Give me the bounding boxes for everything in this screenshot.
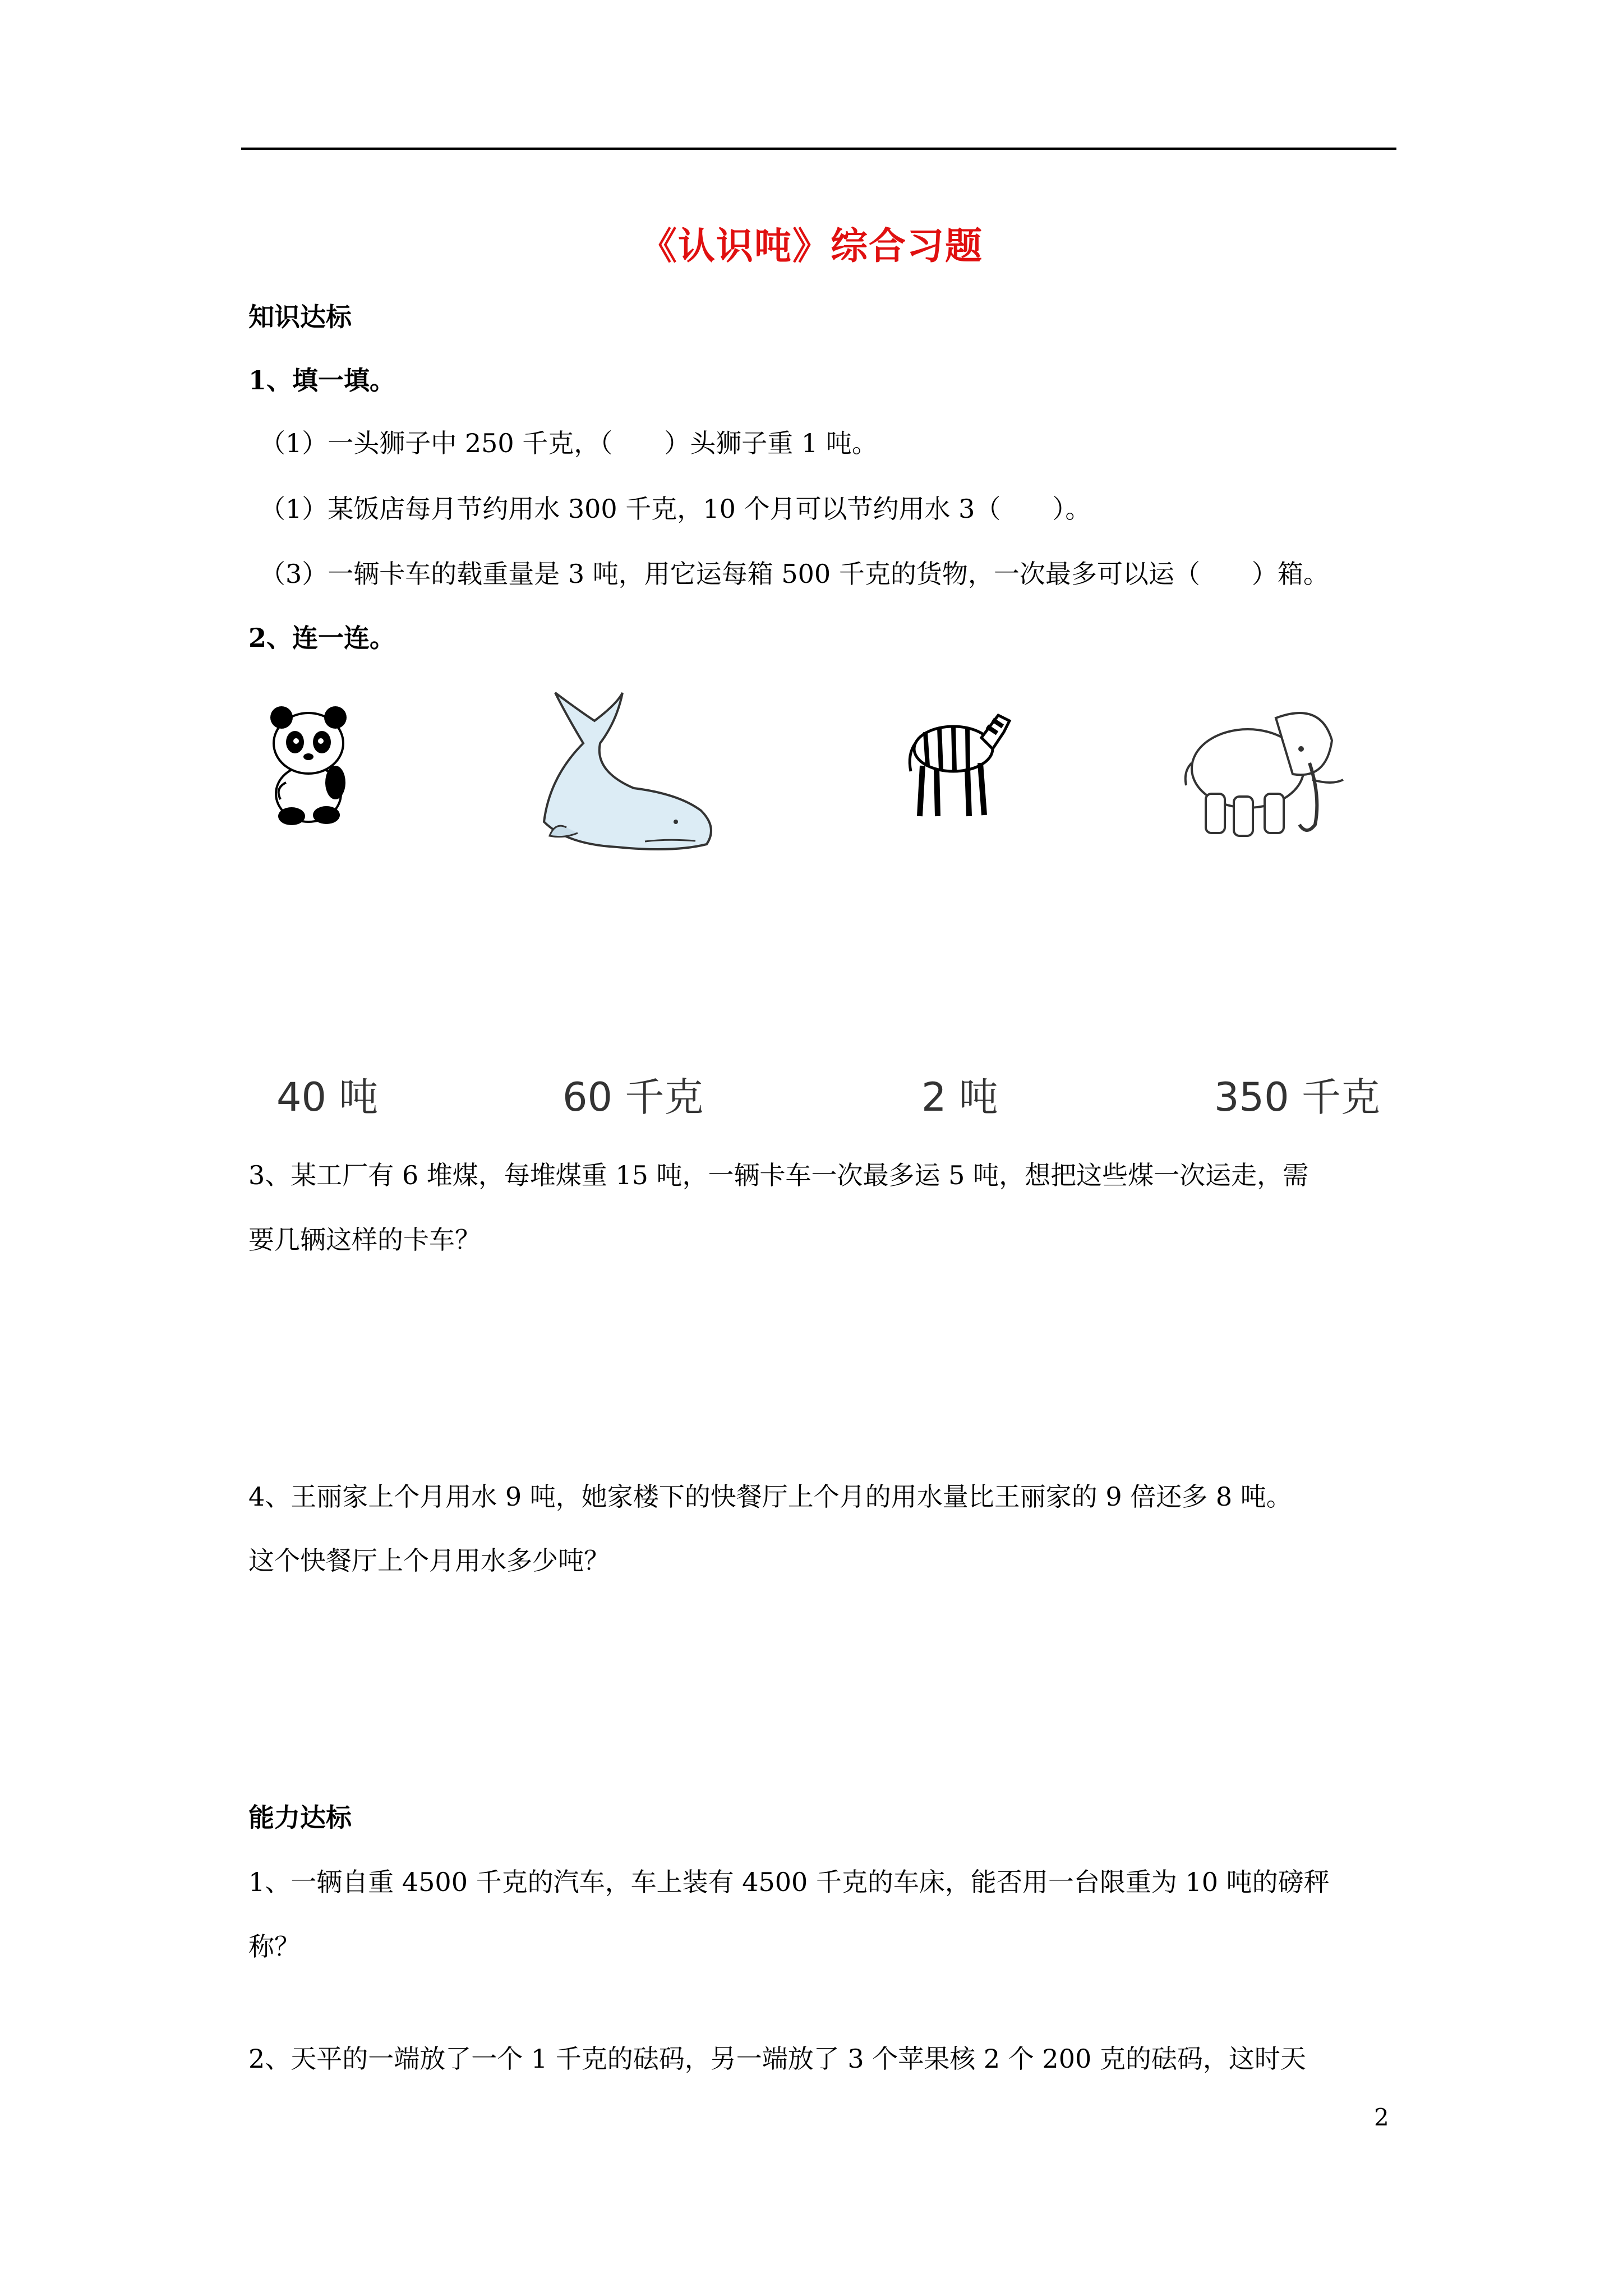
zebra-icon — [903, 698, 1015, 819]
section-heading-knowledge: 知识达标 — [248, 302, 352, 332]
question-1-item-3: （3）一辆卡车的载重量是 3 吨，用它运每箱 500 千克的货物，一次最多可以运（ ）箱。 — [260, 559, 1329, 589]
question-4-line-2: 这个快餐厅上个月用水多少吨？ — [248, 1545, 610, 1576]
whale-icon — [533, 682, 718, 855]
question-1-item-2: （1）某饭店每月节约用水 300 千克，10 个月可以节约用水 3（ ）。 — [260, 494, 1091, 524]
elephant-icon — [1181, 696, 1349, 841]
weight-label-2: 60 千克 — [562, 1074, 704, 1120]
page-title: 《认识吨》综合习题 — [640, 224, 983, 268]
section-heading-ability: 能力达标 — [248, 1802, 352, 1833]
ability-question-1-line-2: 称？ — [248, 1931, 300, 1962]
ability-question-1-line-1: 1、一辆自重 4500 千克的汽车，车上装有 4500 千克的车床，能否用一台限重为 10 吨的磅秤 — [248, 1867, 1330, 1897]
panda-icon — [264, 704, 353, 827]
weight-label-4: 350 千克 — [1214, 1074, 1380, 1120]
question-1-label: 1、填一填。 — [248, 365, 396, 395]
header-rule — [241, 148, 1396, 150]
question-3-line-1: 3、某工厂有 6 堆煤，每堆煤重 15 吨，一辆卡车一次最多运 5 吨，想把这些煤一次运走，需 — [248, 1160, 1309, 1190]
question-4-line-1: 4、王丽家上个月用水 9 吨，她家楼下的快餐厅上个月的用水量比王丽家的 9 倍还多 8 吨。 — [248, 1481, 1292, 1512]
weight-label-3: 2 吨 — [921, 1074, 998, 1120]
question-2-label: 2、连一连。 — [248, 623, 396, 653]
weight-label-1: 40 吨 — [276, 1074, 379, 1120]
page-number: 2 — [1374, 2104, 1389, 2131]
ability-question-2-line-1: 2、天平的一端放了一个 1 千克的砝码，另一端放了 3 个苹果核 2 个 200 克的砝码，这时天 — [248, 2044, 1306, 2074]
question-1-item-1: （1）一头狮子中 250 千克，（ ）头狮子重 1 吨。 — [260, 428, 878, 458]
question-3-line-2: 要几辆这样的卡车？ — [248, 1225, 481, 1255]
